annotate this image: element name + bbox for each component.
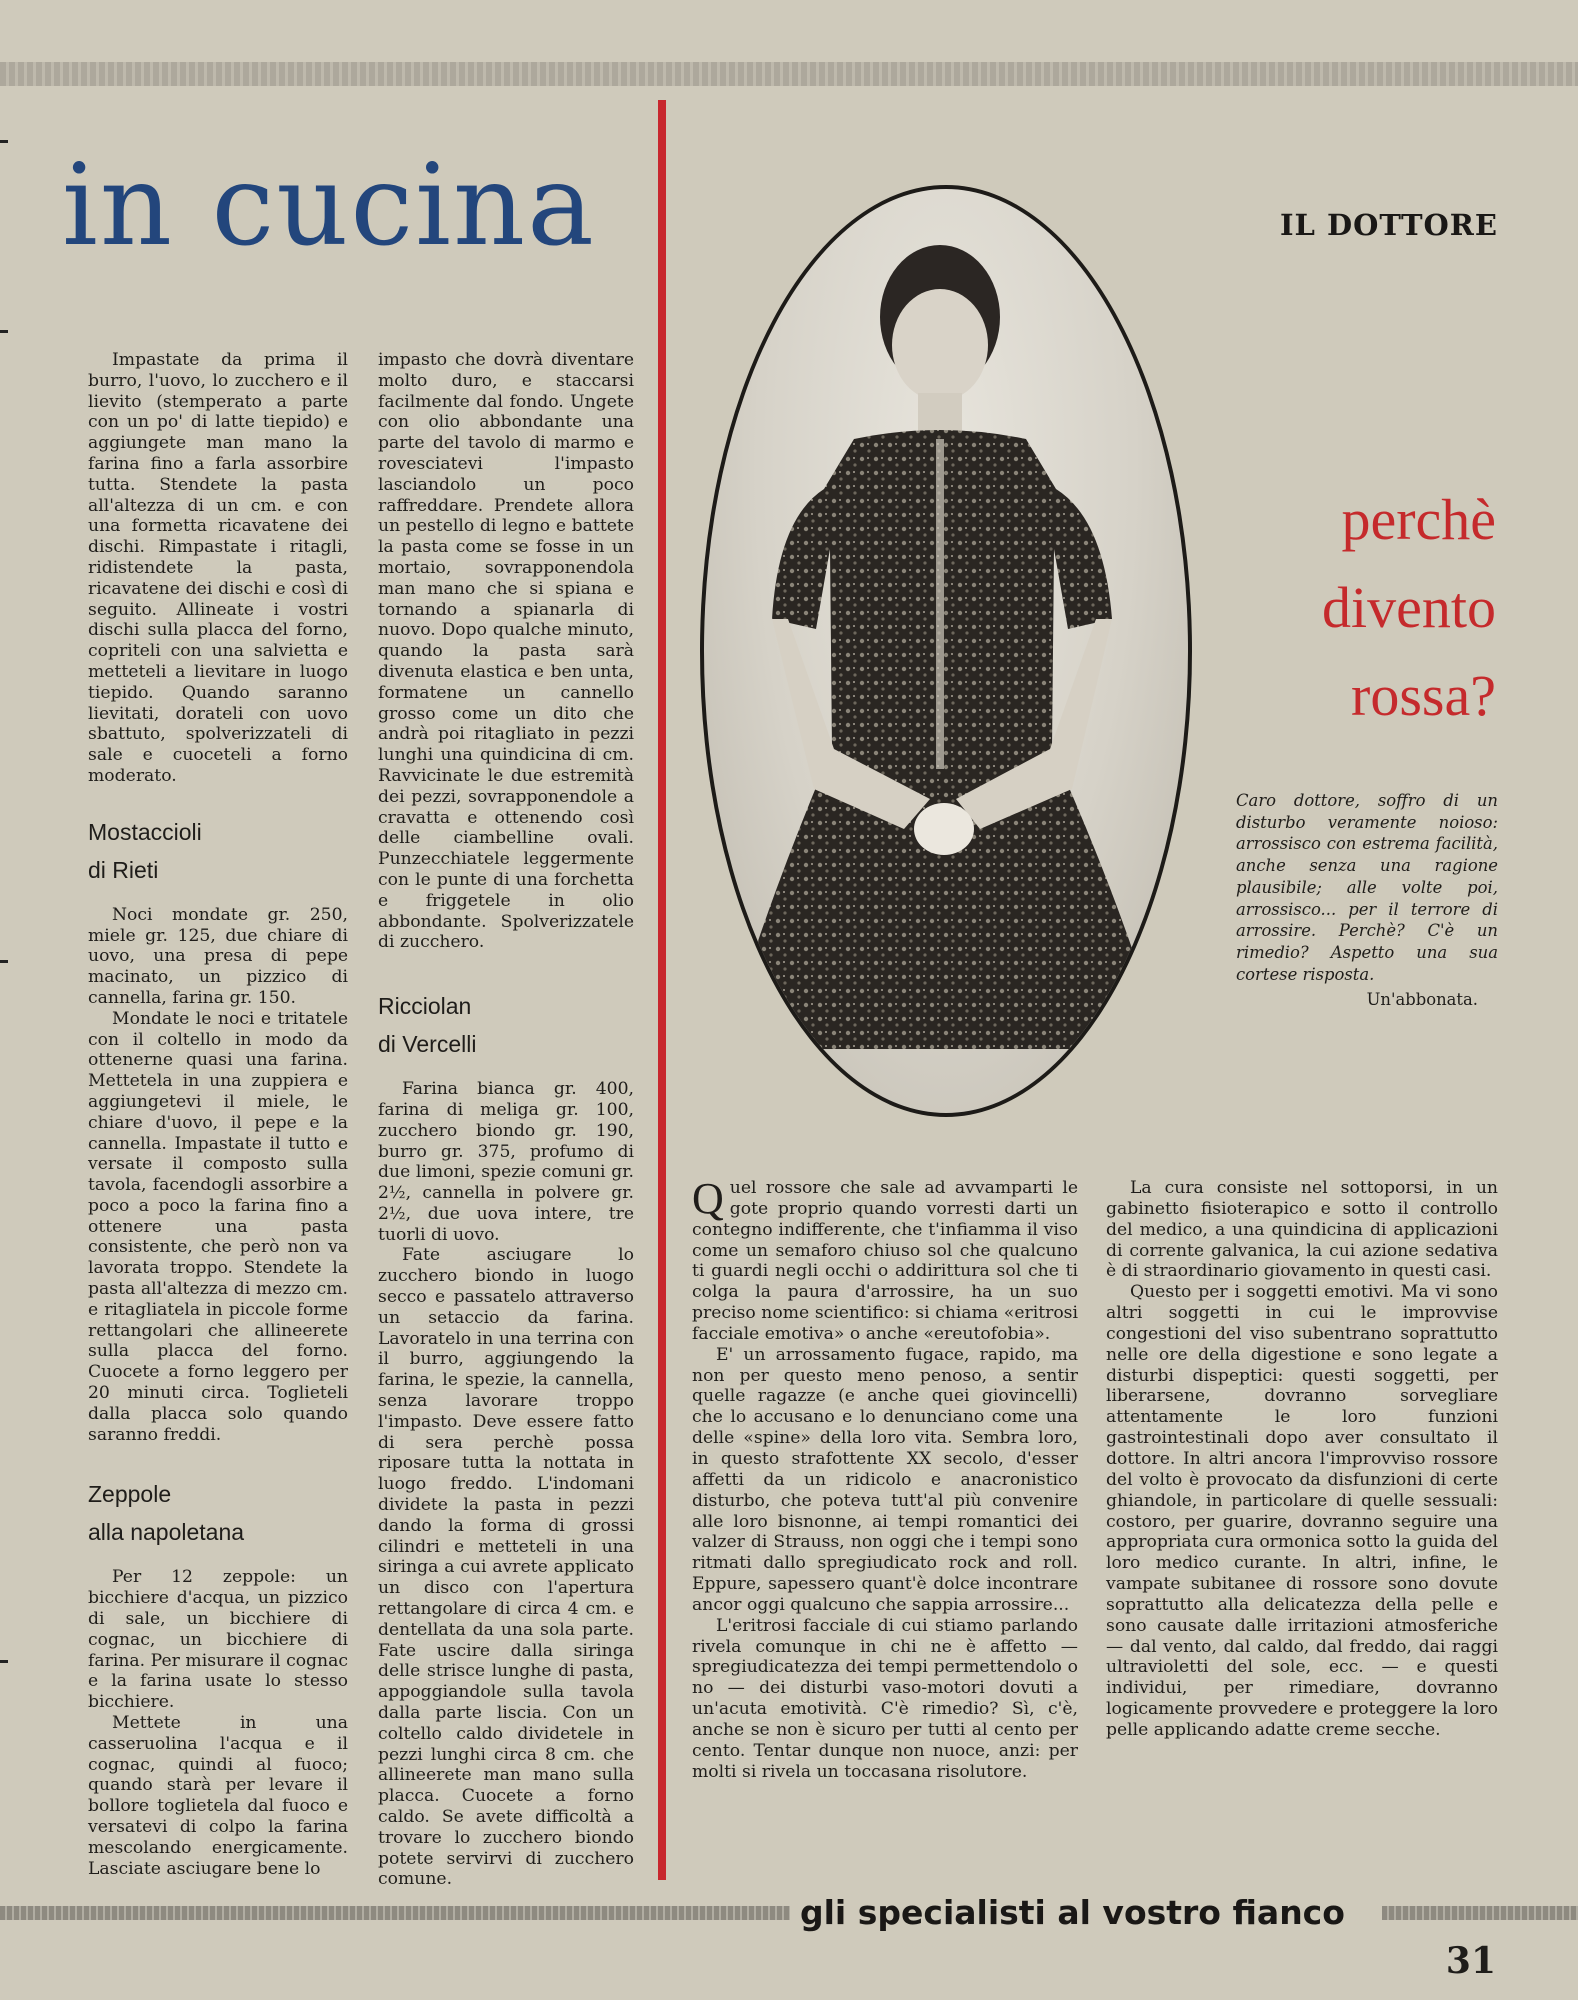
recipe-ingredients: Per 12 zeppole: un bicchiere d'acqua, un pizzico di sale, un bicchiere di cognac, un bicchiere di farina. Per misurare il cognac e la farina usate lo stesso bicchiere. [88, 1567, 348, 1713]
recipe-ingredients: Noci mondate gr. 250, miele gr. 125, due chiare di uovo, una presa di pepe macinato, un pizzico di cannella, farina gr. 150. [88, 904, 348, 1008]
letter-signature: Un'abbonata. [1366, 990, 1478, 1009]
column-2 [378, 350, 634, 1890]
footer-tagline: gli specialisti al vostro fianco [800, 1893, 1345, 1932]
section-label: IL DOTTORE [1279, 208, 1498, 242]
article-headline: perchè divento rossa? [1322, 487, 1496, 728]
answer-paragraph: E' un arrossamento fugace, rapido, ma non per questo meno penoso, a sentir quelle ragazze (e anche quei giovincelli) che lo accusano e lo denunciano come una delle «spine» della loro vita. Sembra loro, in questo strafottente XX secolo, d'esser affetti da un ridicolo e anacronistico disturbo, che poteva tutt'al più convenire alle loro bisnonne, ai tempi romantici dei valzer di Strauss, non oggi che i tempi sono ritmati dallo spregiudicato rock and roll. Eppure, sapessero quant'è dolce incontrare ancor oggi qualcuno che sappia arrossire... [692, 1344, 1078, 1615]
footer-stripe [0, 1906, 790, 1920]
answer-paragraph: Questo per i soggetti emotivi. Ma vi sono altri soggetti in cui le improvvise congestioni del viso subentrano soprattutto nelle ore della digestione e sono legate a disturbi dispeptici: questi soggetti, per liberarsene, dovranno sorvegliare attentamente le loro funzioni gastrointestinali dopo aver consultato il dottore. In altri ancora l'improvviso rossore del volto è provocato da disfunzioni di certe ghiandole, in particolare di quelle sessuali: costoro, per guarire, dovranno seguire una appropriata cura ormonica sotto la guida del loro medico curante. In altri, infine, le vampate subitanee di rossore sono dovute soprattutto alla delicatezza della pelle e sono causate dalle irritazioni atmosferiche — dal vento, dal caldo, dal freddo, dai raggi ultravioletti del sole, ecc. — e questi individui, per rimediare, dovranno logicamente provvedere e proteggere la loro pelle applicando adatte creme secche. [1106, 1282, 1498, 1740]
recipe-continuation: impasto che dovrà diventare molto duro, e staccarsi facilmente dal fondo. Ungete con olio abbondante una parte del tavolo di marmo e rovesciatevi l'impasto lasciandolo un poco raffreddare. Prendete allora un pestello di legno e battete la pasta come se fosse in un mortaio, sovrapponendola man mano che si spiana e tornando a spianarla di nuovo. Dopo qualche minuto, quando la pasta sarà divenuta elastica e ben unta, formatene un cannello grosso come un dito che andrà poi ritagliato in pezzi lunghi una quindicina di cm. Ravvicinate le due estremità dei pezzi, sovrapponendole a cravatta e ottenendo così delle ciambelline ovali. Punzecchiatele leggermente con le punte di una forchetta e friggetele in olio abbondante. Spolverizzatele di zucchero. [378, 350, 634, 953]
margin-mark [0, 140, 8, 143]
answer-paragraph: L'eritrosi facciale di cui stiamo parlando rivela comunque in chi ne è affetto — spregiudicatezza dei tempi permettendolo o no — dei disturbi vaso-motori dovuti a un'acuta emotività. C'è rimedio? Sì, c'è, anche se non è sicuro per tutti al cento per cento. Tentar dunque non nuoce, anzi: per molti si rivela un toccasana risolutore. [692, 1615, 1078, 1782]
footer-stripe [1382, 1906, 1578, 1920]
recipe-intro: Impastate da prima il burro, l'uovo, lo zucchero e il lievito (stemperato a parte con un po' di latte tiepido) e aggiungete man mano la farina fino a farla assorbire tutta. Stendete la pasta all'altezza di un cm. e con una formetta ricavatene dei dischi. Rimpastate i ritagli, ridistendete la pasta, ricavatene dei dischi e così di seguito. Allineate i vostri dischi sulla placca del forno, copriteli con una salvietta e metteteli a lievitare in luogo tiepido. Quando saranno lievitati, dorateli con uovo sbattuto, spolverizzateli di sale e cuoceteli a forno moderato. [88, 350, 348, 786]
recipe-method: Mondate le noci e tritatele con il coltello in modo da ottenerne quasi una farina. Mettetela in una zuppiera e aggiungetevi il miele, le chiare d'uovo, il pepe e la cannella. Impastate il tutto e versate il composto sulla tavola, facendogli assorbire a poco a poco la farina fino a ottenere una pasta consistente, che però non va lavorata troppo. Stendete la pasta all'altezza di mezzo cm. e ritagliatela in piccole forme rettangolari che allineerete sulla placca del forno. Cuocete a forno leggero per 20 minuti circa. Toglieteli dalla placca solo quando saranno freddi. [88, 1008, 348, 1445]
top-rule [0, 62, 1578, 86]
margin-mark [0, 1660, 8, 1663]
recipe-method: Fate asciugare lo zucchero biondo in luogo secco e passatelo attraverso un setaccio da farina. Lavoratelo in una terrina con il burro, aggiungendo la farina, le spezie, la cannella, senza lavorare troppo l'impasto. Deve essere fatto di sera perchè possa riposare tutta la nottata in luogo freddo. L'indomani dividete la pasta in pezzi dando la forma di grossi cilindri e metteteli in una siringa a cui avrete applicato un disco con l'apertura rettangolare di circa 4 cm. e dentellata da una sola parte. Fate uscire dalla siringa delle strisce lunghe di pasta, appoggiandole sulla tavola dalla parte liscia. Con un coltello caldo dividetele in pezzi lunghi circa 8 cm. che allineerete man mano sulla placca. Cuocete a forno caldo. Se avete difficoltà a trovare lo zucchero biondo potete servirvi di zucchero comune. [378, 1245, 634, 1890]
page-number: 31 [1445, 1940, 1496, 1982]
column-1 [88, 350, 348, 1879]
recipe-title-zeppole: Zeppole alla napoletana [88, 1481, 245, 1546]
reader-letter: Caro dottore, soffro di un disturbo veramente noioso: arrossisco con estrema facilità, anche senza una ragione plausibile; alle volte poi, arrossisco... per il terrore di arrossire. Perchè? C'è un rimedio? Aspetto una sua cortese risposta. [1236, 791, 1498, 984]
red-divider [658, 100, 666, 1880]
doctor-answer-column-1 [692, 1174, 1078, 1782]
answer-paragraph: La cura consiste nel sottoporsi, in un gabinetto fisioterapico e sotto il controllo del medico, a una quindicina di applicazioni di corrente galvanica, la cui azione sedativa è di straordinario giovamento in questi casi. [1106, 1178, 1498, 1282]
recipe-ingredients: Farina bianca gr. 400, farina di meliga gr. 100, zucchero biondo gr. 190, burro gr. 375, profumo di due limoni, spezie comuni gr. 2½, cannella in polvere gr. 2½, due uova intere, tre tuorli di uovo. [378, 1079, 634, 1245]
answer-paragraph: Quel rossore che sale ad avvamparti le gote proprio quando vorresti darti un contegno indifferente, che t'infiamma il viso come un semaforo chiuso sol che qualcuno ti guardi negli occhi o addirittura sol che ti colga la paura d'arrossire, ha un suo preciso nome scientifico: si chiama «eritrosi facciale emotiva» o anche «ereutofobia». [692, 1174, 1078, 1344]
margin-mark [0, 960, 8, 963]
recipe-method: Mettete in una casseruolina l'acqua e il cognac, quindi al fuoco; quando starà per levare il bollore toglietela dal fuoco e versatevi di colpo la farina mescolando energicamente. Lasciate asciugare bene lo [88, 1713, 348, 1879]
doctor-answer-column-2 [1106, 1178, 1498, 1741]
recipe-title-ricciolan: Ricciolan di Vercelli [378, 993, 477, 1058]
margin-mark [0, 330, 8, 333]
woman-photo [700, 185, 1192, 1117]
woman-in-dress-illustration [704, 189, 1188, 1113]
recipe-title-mostaccioli: Mostaccioli di Rieti [88, 818, 202, 883]
drop-cap: Q [692, 1174, 724, 1223]
section-title: in cucina [62, 141, 596, 271]
